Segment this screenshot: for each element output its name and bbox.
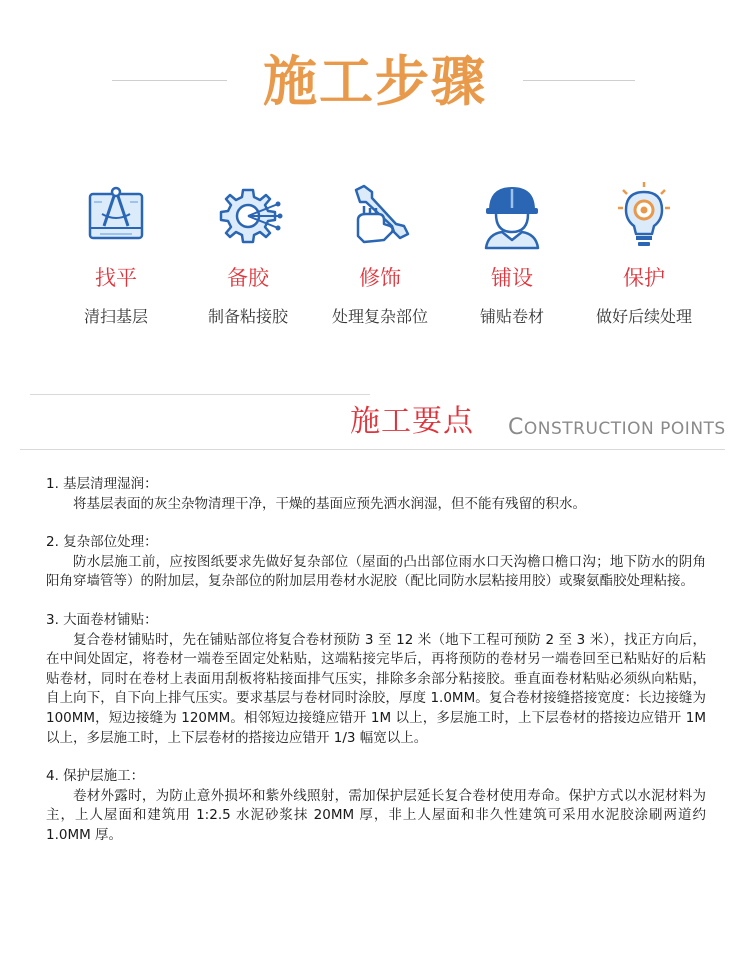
- steps-row: [50, 180, 710, 340]
- section-rule-bottom: [20, 449, 725, 450]
- section-subtitle-initial: C: [508, 415, 524, 440]
- point-text: 防水层施工前，应按图纸要求先做好复杂部位（屋面的凸出部位雨水口天沟檐口檐口沟；地下防水的阴角阳角穿墙管等）的附加层，复杂部位的附加层用卷材水泥胶（配比同防水层粘接用胶）或聚氨酯胶处理粘接。: [46, 553, 706, 590]
- step-name: 找平: [95, 266, 137, 290]
- point-item: [46, 767, 706, 845]
- section-title: 施工要点: [350, 404, 474, 439]
- step-name: 保护: [623, 266, 665, 290]
- point-text: 复合卷材铺贴时，先在铺贴部位将复合卷材预防 3 至 12 米（地下工程可预防 2 至 3 米），找正方向后，在中间处固定，将卷材一端卷至固定处粘贴，这端粘接完毕后，再将预防的卷材另一端卷回至已粘贴好的后粘贴卷材，同时在卷材上表面用刮板将粘接面排气压实，排除多余部分粘接胶。垂直面卷材粘贴必须纵向粘贴，自上向下，自下向上排气压实。要求基层与卷材同时涂胶，厚度 1.0MM。复合卷材接缝搭接宽度：长边接缝为 100MM，短边接缝为 120MM。相邻短边接缝应错开 1M 以上，多层施工时，上下层卷材的搭接边应错开 1M 以上，多层施工时，上下层卷材的搭接边应错开 1/3 幅宽以上。: [46, 631, 706, 746]
- point-item: [46, 533, 706, 592]
- section-subtitle: [508, 416, 726, 441]
- point-heading: 3. 大面卷材铺贴：: [46, 611, 158, 628]
- point-item: [46, 611, 706, 748]
- worker-helmet-icon: [476, 180, 548, 252]
- gear-circuit-icon: [212, 180, 284, 252]
- section-rule-top: [30, 394, 370, 395]
- page-title: 施工步骤: [263, 50, 487, 113]
- point-heading: 2. 复杂部位处理：: [46, 534, 158, 551]
- step-item: [446, 180, 578, 328]
- step-item: [50, 180, 182, 328]
- point-item: [46, 475, 706, 514]
- step-name: 铺设: [491, 266, 533, 290]
- step-desc: 清扫基层: [83, 307, 148, 326]
- step-desc: 做好后续处理: [595, 307, 692, 326]
- step-desc: 制备粘接胶: [207, 307, 288, 326]
- section-subtitle-rest: ONSTRUCTION POINTS: [523, 419, 726, 439]
- step-name: 备胶: [227, 266, 269, 290]
- point-heading: 4. 保护层施工：: [46, 768, 145, 785]
- blueprint-compass-icon: [80, 180, 152, 252]
- construction-points: [46, 475, 706, 865]
- step-item: [182, 180, 314, 328]
- point-text: 将基层表面的灰尘杂物清理干净，干燥的基面应预先洒水润湿，但不能有残留的积水。: [73, 495, 586, 512]
- point-heading: 1. 基层清理湿润：: [46, 476, 158, 492]
- bulb-gear-icon: [608, 180, 680, 252]
- step-item: [578, 180, 710, 328]
- step-name: 修饰: [359, 266, 401, 290]
- wrench-hand-icon: [344, 180, 416, 252]
- header-rule-right: [523, 80, 635, 81]
- step-desc: 铺贴卷材: [479, 307, 544, 326]
- step-desc: 处理复杂部位: [331, 307, 428, 326]
- step-item: [314, 180, 446, 328]
- point-text: 卷材外露时，为防止意外损坏和紫外线照射，需加保护层延长复合卷材使用寿命。保护方式以水泥材料为主，上人屋面和建筑用 1:2.5 水泥砂浆抹 20MM 厚，非上人屋面和非久性建筑可采用水泥胶涂刷两道约 1.0MM 厚。: [46, 787, 706, 843]
- header-rule-left: [112, 80, 227, 81]
